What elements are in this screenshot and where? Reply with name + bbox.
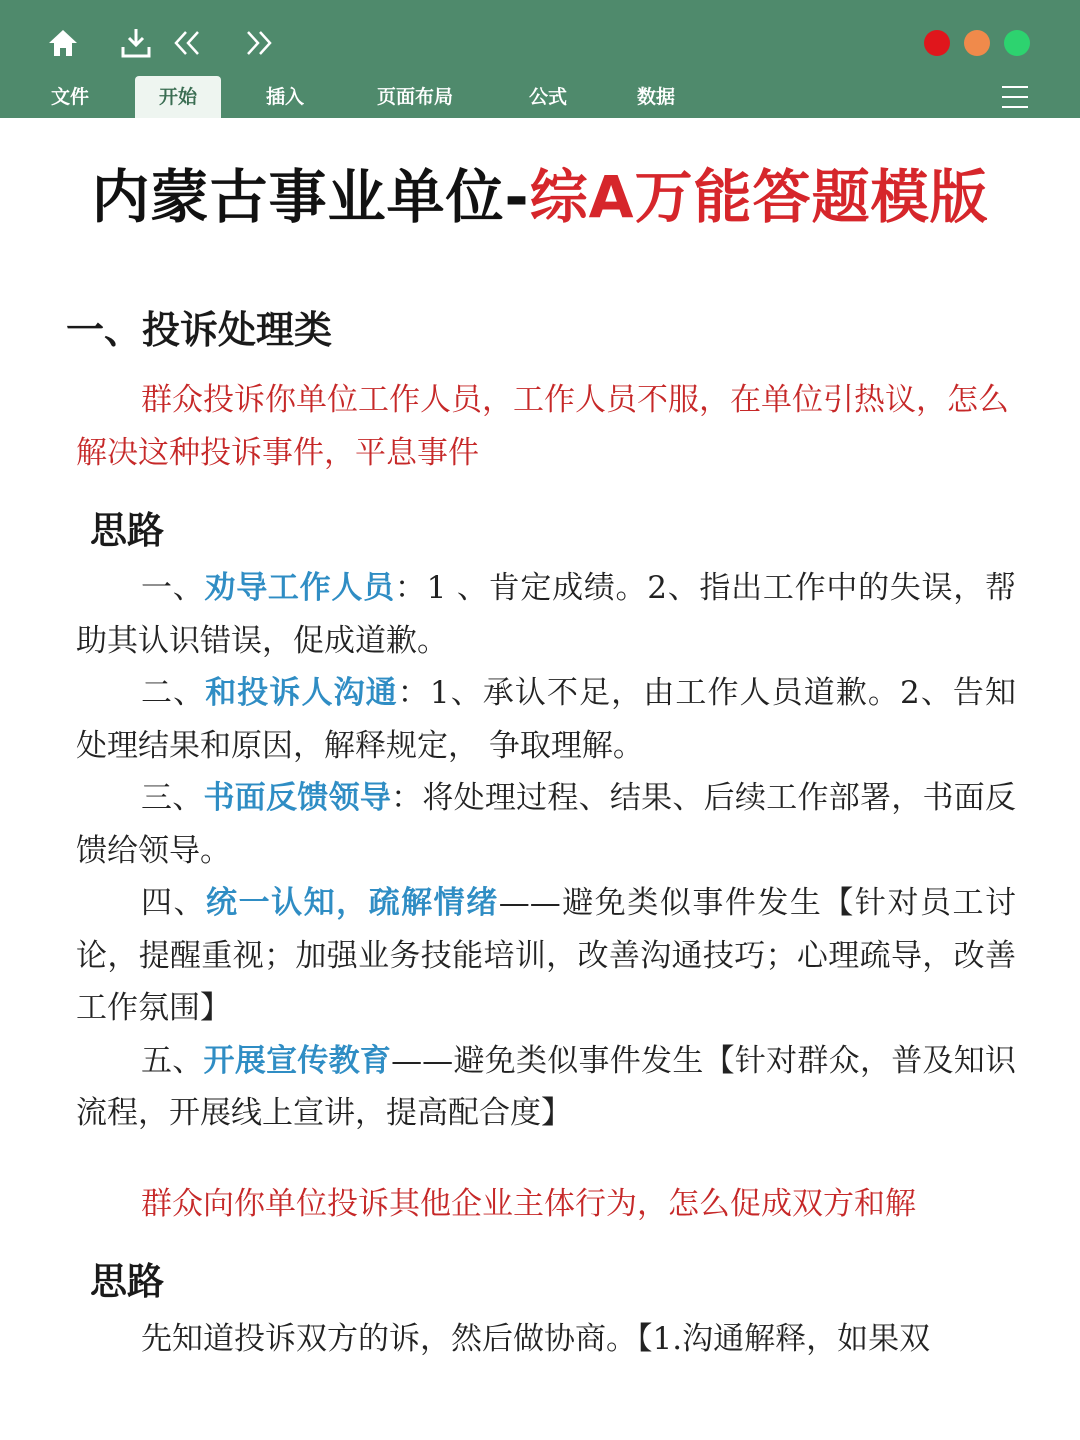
thinking-label: 思路 (90, 508, 164, 552)
answer-point-5: 五、开展宣传教育——避免类似事件发生【针对群众，普及知识流程，开展线上宣讲，提高配合度】 (76, 1042, 1017, 1131)
window-minimize-dot[interactable] (964, 30, 990, 56)
menu-data[interactable]: 数据 (636, 86, 675, 108)
download-icon[interactable] (118, 26, 154, 60)
thinking-label-2: 思路 (90, 1258, 164, 1303)
ribbon-menu (0, 76, 1080, 118)
answer-point-1: 一、劝导工作人员：1 、肯定成绩。2、指出工作中的失误，帮助其认识错误，促成道歉。 (76, 570, 1016, 659)
section-heading: 一、投诉处理类 (66, 307, 333, 352)
answer-point-3: 三、书面反馈领导：将处理过程、结果、后续工作部署，书面反馈给领导。 (76, 780, 1017, 869)
home-icon[interactable] (46, 26, 80, 60)
question-2: 群众向你单位投诉其他企业主体行为，怎么促成双方和解 (141, 1185, 916, 1222)
document-title (0, 160, 1080, 234)
document-body (66, 300, 1017, 1365)
title-black-part: 内蒙古事业单位- (91, 163, 530, 231)
question-1: 群众投诉你单位工作人员，工作人员不服，在单位引热议，怎么解决这种投诉事件，平息事件 (76, 382, 1009, 471)
answer-point-4: 四、统一认知，疏解情绪——避免类似事件发生【针对员工讨论，提醒重视；加强业务技能培训，改善沟通技巧；心理疏导，改善工作氛围】 (76, 885, 1017, 1026)
window-maximize-dot[interactable] (1004, 30, 1030, 56)
menu-start[interactable]: 开始 (135, 76, 221, 118)
double-left-arrow-icon[interactable] (170, 26, 204, 60)
double-right-arrow-icon[interactable] (242, 26, 276, 60)
answer-2: 先知道投诉双方的诉，然后做协商。【1.沟通解释，如果双 (141, 1320, 931, 1357)
menu-formula[interactable]: 公式 (528, 86, 567, 108)
menu-page-layout[interactable]: 页面布局 (376, 86, 453, 108)
menu-file[interactable]: 文件 (50, 86, 89, 108)
answer-point-2: 二、和投诉人沟通：1、承认不足，由工作人员道歉。2、告知处理结果和原因，解释规定， 争取理解。 (76, 675, 1017, 764)
window-close-dot[interactable] (924, 30, 950, 56)
hamburger-menu-icon[interactable] (1002, 86, 1028, 108)
menu-insert[interactable]: 插入 (265, 86, 304, 108)
title-red-part: 综A万能答题模版 (529, 163, 989, 231)
app-toolbar (0, 0, 1080, 118)
